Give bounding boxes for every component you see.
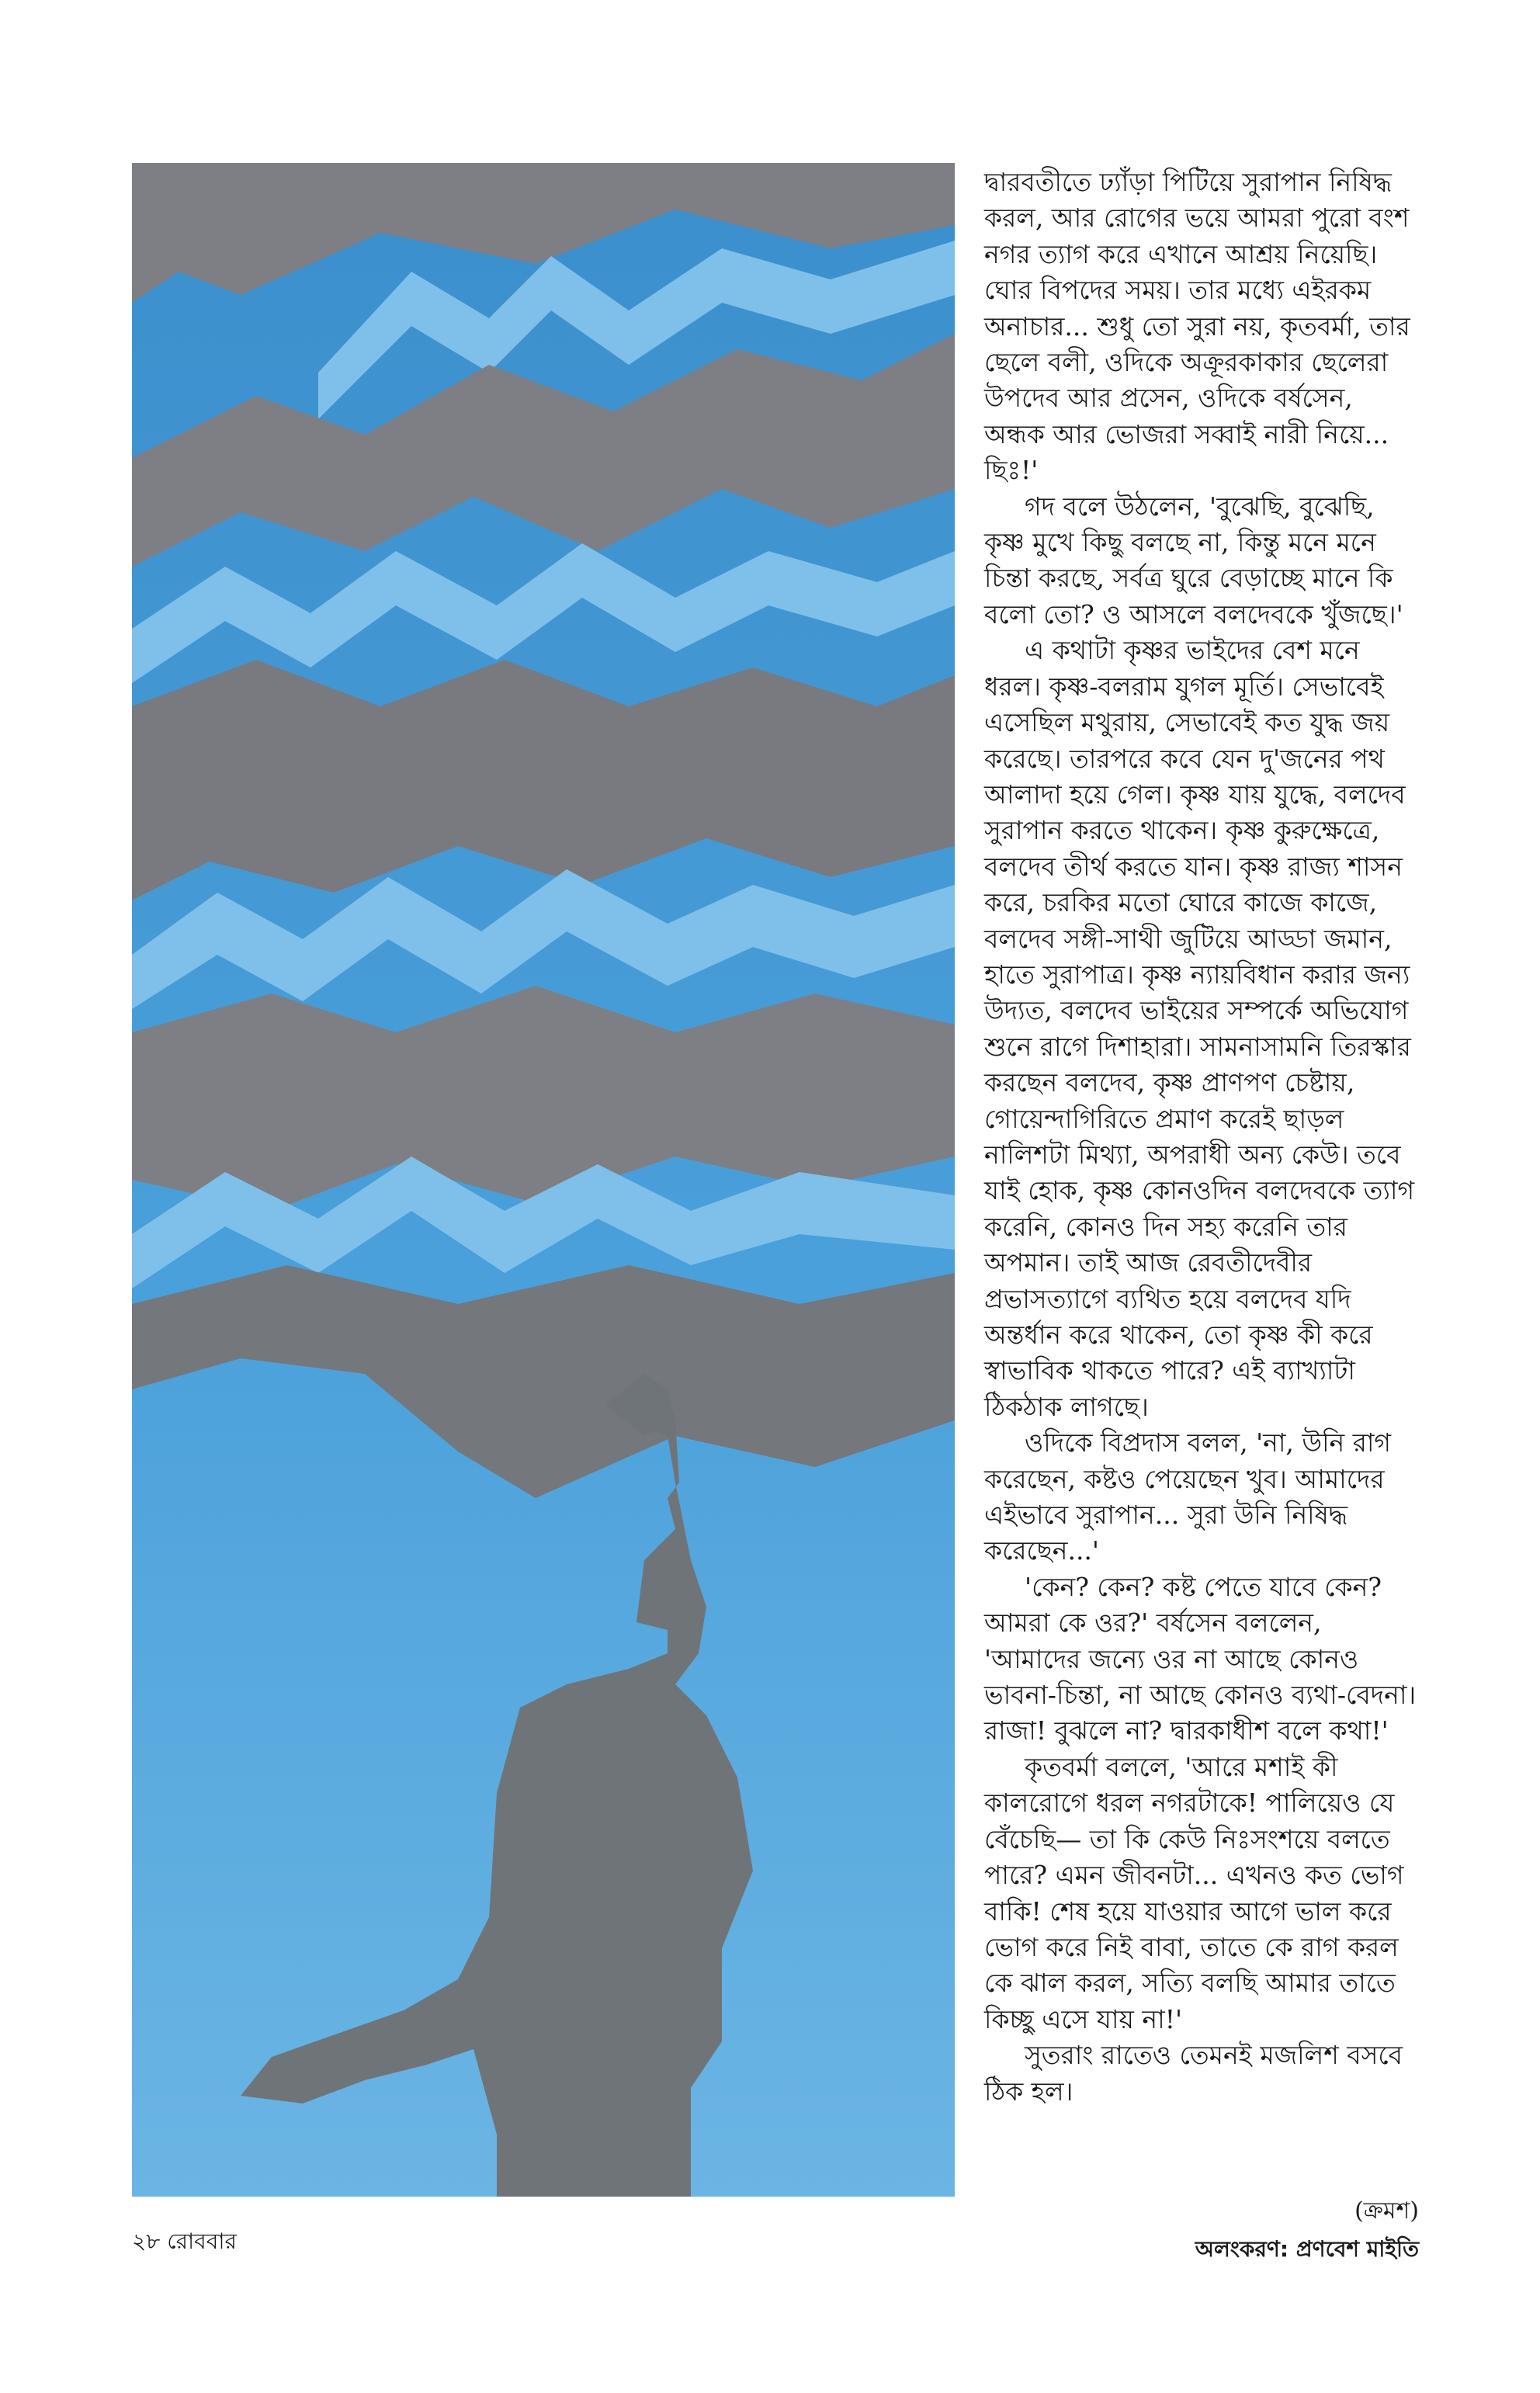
article-paragraph: কৃতবর্মা বললে, 'আরে মশাই কী কালরোগে ধরল নগরটাকে! পালিয়েও যে বেঁচেছি— তা কি কেউ নিঃসংশয়ে বলতে পারে? এমন জীবনটা... এখনও কত ভোগ বাকি! শেষ হয়ে যাওয়ার আগে ভাল করে ভোগ করে নিই বাবা, তাতে কে রাগ করল কে ঝাল করল, সত্যি বলছি আমার তাতে কিচ্ছু এসে যায় না!' bbox=[984, 1751, 1404, 2034]
article-paragraph: 'কেন? কেন? কষ্ট পেতে যাবে কেন? আমরা কে ওর?' বর্ষসেন বললেন, 'আমাদের জন্যে ওর না আছে কোনও ভাবনা-চিন্তা, না আছে কোনও ব্যথা-বেদনা। রাজা! বুঝলে না? দ্বারকাধীশ বলে কথা!' bbox=[984, 1571, 1417, 1746]
page-folio: ২৮ রোববার bbox=[132, 2228, 237, 2254]
illustration-credit: অলংকরণ: প্রণবেশ মাইতি bbox=[1195, 2236, 1419, 2262]
article-paragraph: ওদিকে বিপ্রদাস বলল, 'না, উনি রাগ করেছেন, কষ্টও পেয়েছেন খুব। আমাদের এইভাবে সুরাপান... সুরা উনি নিষিদ্ধ করেছেন...' bbox=[984, 1427, 1392, 1566]
article-paragraph: গদ বলে উঠলেন, 'বুঝেছি, বুঝেছি, কৃষ্ণ মুখে কিছু বলছে না, কিন্তু মনে মনে চিন্তা করছে, সর্বত্র ঘুরে বেড়াচ্ছে মানে কি বলো তো? ও আসলে বলদেবকে খুঁজছে।' bbox=[984, 491, 1403, 629]
article-paragraph: দ্বারবতীতে ঢ্যাঁড়া পিটিয়ে সুরাপান নিষিদ্ধ করল, আর রোগের ভয়ে আমরা পুরো বংশ নগর ত্যাগ করে এখানে আশ্রয় নিয়েছি। ঘোর বিপদের সময়। তার মধ্যে এইরকম অনাচার... শুধু তো সুরা নয়, কৃতবর্মা, তার ছেলে বলী, ওদিকে অক্রূরকাকার ছেলেরা উপদেব আর প্রসেন, ওদিকে বর্ষসেন, অন্ধক আর ভোজরা সব্বাই নারী নিয়ে... ছিঃ!' bbox=[984, 167, 1410, 486]
article-text-column bbox=[984, 165, 1419, 2262]
article-paragraph: সুতরাং রাতেও তেমনই মজলিশ বসবে ঠিক হল। bbox=[984, 2040, 1403, 2107]
collage-grey-band-3 bbox=[132, 660, 955, 900]
article-paragraph: এ কথাটা কৃষ্ণর ভাইদের বেশ মনে ধরল। কৃষ্ণ-বলরাম যুগল মূর্তি। সেভাবেই এসেছিল মথুরায়, সেভাবেই কত যুদ্ধ জয় করেছে। তারপরে কবে যেন দু'জনের পথ আলাদা হয়ে গেল। কৃষ্ণ যায় যুদ্ধে, বলদেব সুরাপান করতে থাকেন। কৃষ্ণ কুরুক্ষেত্রে, বলদেব তীর্থ করতে যান। কৃষ্ণ রাজ্য শাসন করে, চরকির মতো ঘোরে কাজে কাজে, বলদেব সঙ্গী-সাথী জুটিয়ে আড্ডা জমান, হাতে সুরাপাত্র। কৃষ্ণ ন্যায়বিধান করার জন্য উদ্যত, বলদেব ভাইয়ের সম্পর্কে অভিযোগ শুনে রাগে দিশাহারা। সামনাসামনি তিরস্কার করছেন বলদেব, কৃষ্ণ প্রাণপণ চেষ্টায়, গোয়েন্দাগিরিতে প্রমাণ করেই ছাড়ল নালিশটা মিথ্যা, অপরাধী অন্য কেউ। তবে যাই হোক, কৃষ্ণ কোনওদিন বলদেবকে ত্যাগ করেনি, কোনও দিন সহ্য করেনি তার অপমান। তাই আজ রেবতীদেবীর প্রভাসত্যাগে ব্যথিত হয়ে বলদেব যদি অন্তর্ধান করে থাকেন, তো কৃষ্ণ কী করে স্বাভাবিক থাকতে পারে? এই ব্যাখ্যাটা ঠিকঠাক লাগছে। bbox=[984, 635, 1415, 1422]
continued-marker: (ক্রমশ) bbox=[1354, 2197, 1419, 2225]
illustration-paper-collage bbox=[132, 163, 955, 2197]
collage-artwork bbox=[132, 163, 955, 2197]
